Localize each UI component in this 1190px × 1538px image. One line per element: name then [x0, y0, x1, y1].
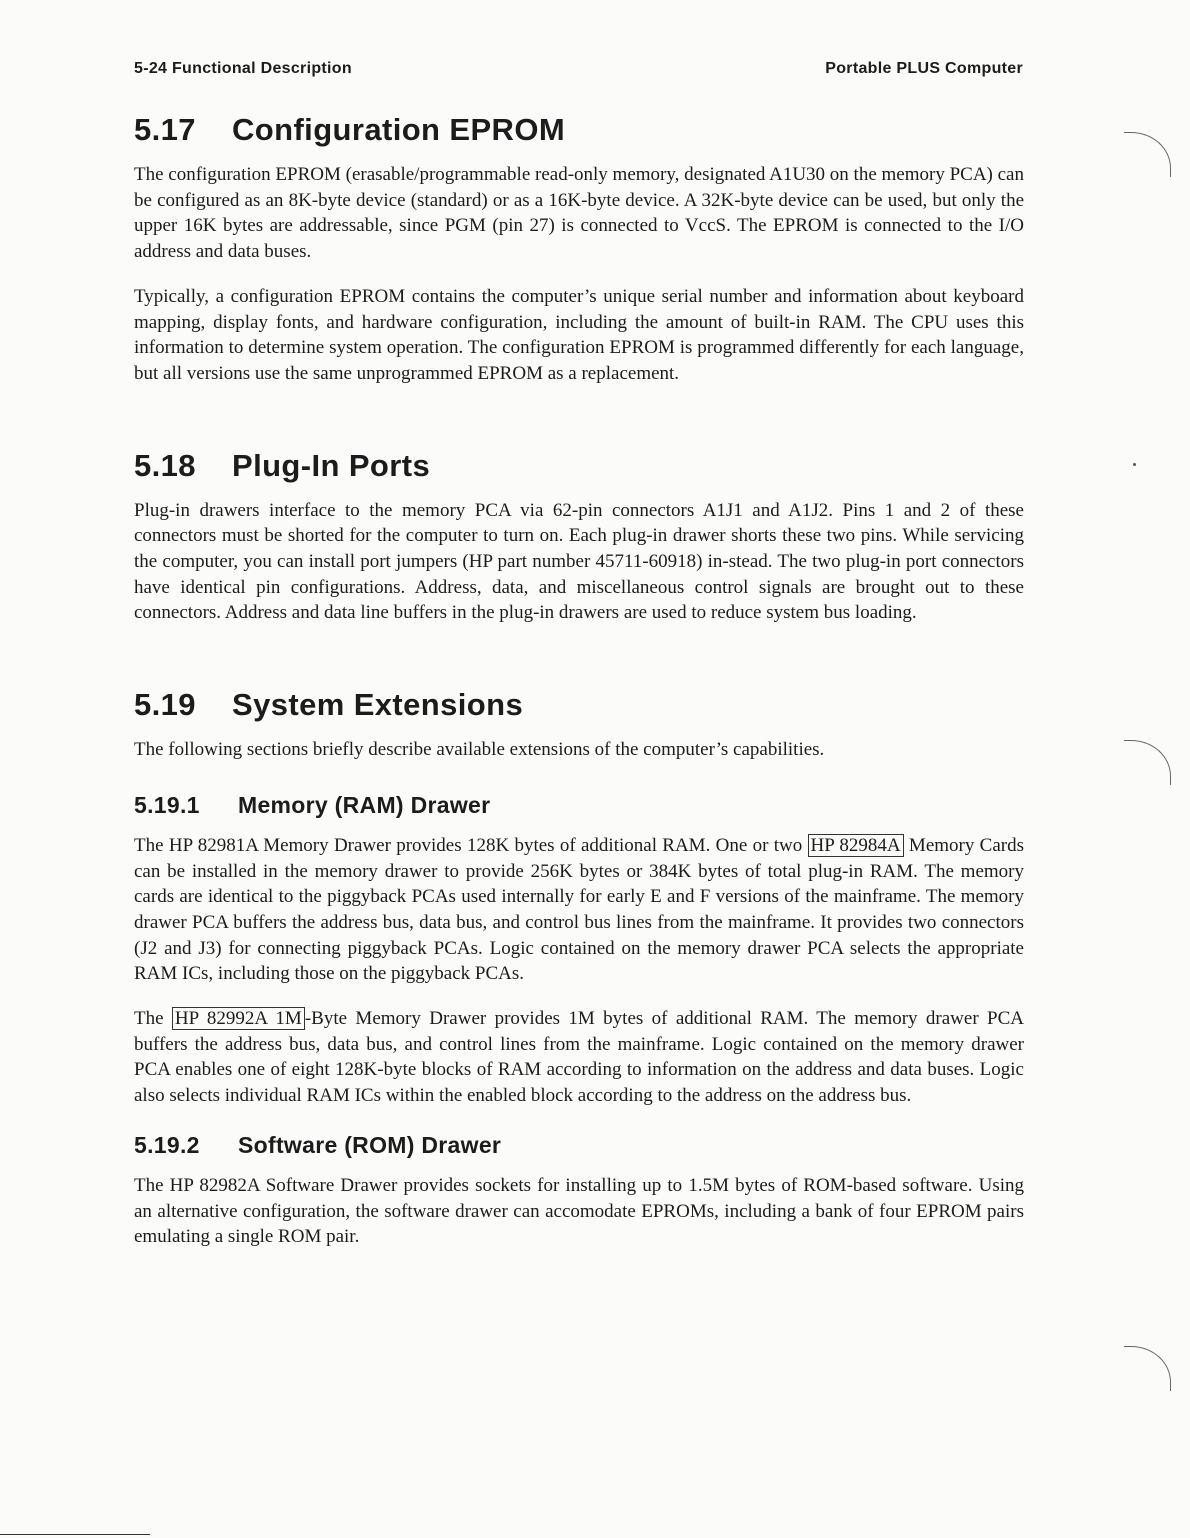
text-run: The [134, 1008, 172, 1030]
text-run: Memory Cards can be installed in the memory drawer to provide 256K bytes or 384K bytes of total plug-in RAM. The memory cards are identical to the piggyback PCAs used internally for early E and F versions of the mainframe. The memory drawer PCA buffers the address bus, data bus, and control bus lines from the mainframe. It provides two connectors (J2 and J3) for connecting piggyback PCAs. Logic contained on the memory drawer PCA selects the appropriate RAM ICs, including those on the piggyback PCAs. [134, 834, 1024, 985]
section-number: 5.18 [134, 447, 196, 483]
section-title: Plug-In Ports [232, 447, 431, 483]
section-title: System Extensions [232, 687, 524, 723]
subsection-number: 5.19.1 [134, 791, 200, 818]
section-heading-5-19 [134, 687, 1024, 723]
binder-hole-mark-icon [1124, 1346, 1171, 1391]
scan-edge-line [0, 1534, 150, 1535]
text-run: The HP 82981A Memory Drawer provides 128K bytes of additional RAM. One or two [134, 834, 808, 856]
binder-hole-mark-icon [1124, 740, 1171, 785]
paragraph-extensions: The following sections briefly describe available extensions of the computer’s capabilities. [134, 739, 825, 761]
binder-hole-mark-icon [1124, 132, 1171, 177]
paragraph-ram-drawer-2 [134, 1006, 1024, 1109]
scan-speck [1133, 463, 1136, 466]
page-content [134, 112, 1024, 1269]
handwritten-box: HP 82992A 1M [172, 1007, 305, 1030]
section-heading-5-17 [134, 112, 1024, 148]
subsection-title: Memory (RAM) Drawer [238, 791, 491, 818]
handwritten-box: HP 82984A [808, 834, 904, 857]
section-heading-5-18 [134, 448, 1024, 484]
subsection-heading-5-19-2 [134, 1132, 1024, 1159]
section-number: 5.17 [134, 112, 196, 147]
paragraph-eprom-2: Typically, a configuration EPROM contains the computer’s unique serial number and information about keyboard mapping, display fonts, and hardware configuration, including the amount of built-in RAM. The CPU uses this information to determine system operation. The configuration EPROM is programmed differently for each language, but all versions use the same unprogrammed EPROM as a replacement. [134, 285, 1024, 384]
header-left: 5-24 Functional Description [134, 60, 352, 77]
text-run: -Byte Memory Drawer provides 1M bytes of additional RAM. The memory drawer PCA buffers the address bus, data bus, and control lines from the mainframe. Logic contained on the memory drawer PCA enables one of eight 128K-byte blocks of RAM according to information on the address and data buses. Logic also selects individual RAM ICs within the enabled block according to the address on the address bus. [134, 1008, 1024, 1107]
header-right: Portable PLUS Computer [825, 60, 1023, 77]
paragraph-rom-drawer: The HP 82982A Software Drawer provides sockets for installing up to 1.5M bytes of ROM-based software. Using an alternative configuration, the software drawer can accomodate EPROMs, including a bank of four EPROM pairs emulating a single ROM pair. [134, 1174, 1024, 1248]
subsection-heading-5-19-1 [134, 792, 1024, 819]
paragraph-ram-drawer-1 [134, 833, 1024, 987]
section-title: Configuration EPROM [232, 112, 566, 147]
subsection-title: Software (ROM) Drawer [238, 1131, 502, 1158]
paragraph-ports: Plug-in drawers interface to the memory PCA via 62-pin connectors A1J1 and A1J2. Pins 1 and 2 of these connectors must be shorted for the computer to turn on. Each plug-in drawer shorts these two pins. While servicing the computer, you can install port jumpers (HP part number 45711-60918) in-stead. The two plug-in port connectors have identical pin configurations. Address, data, and miscellaneous control signals are brought out to these connectors. Address and data line buffers in the plug-in drawers are used to reduce system bus loading. [134, 499, 1024, 624]
paragraph-eprom-1: The configuration EPROM (erasable/programmable read-only memory, designated A1U30 on the memory PCA) can be configured as an 8K-byte device (standard) or as a 16K-byte device. A 32K-byte device can be used, but only the upper 16K bytes are addressable, since PGM (pin 27) is connected to VccS. The EPROM is connected to the I/O address and data buses. [134, 164, 1024, 263]
section-number: 5.19 [134, 687, 196, 723]
subsection-number: 5.19.2 [134, 1131, 200, 1158]
